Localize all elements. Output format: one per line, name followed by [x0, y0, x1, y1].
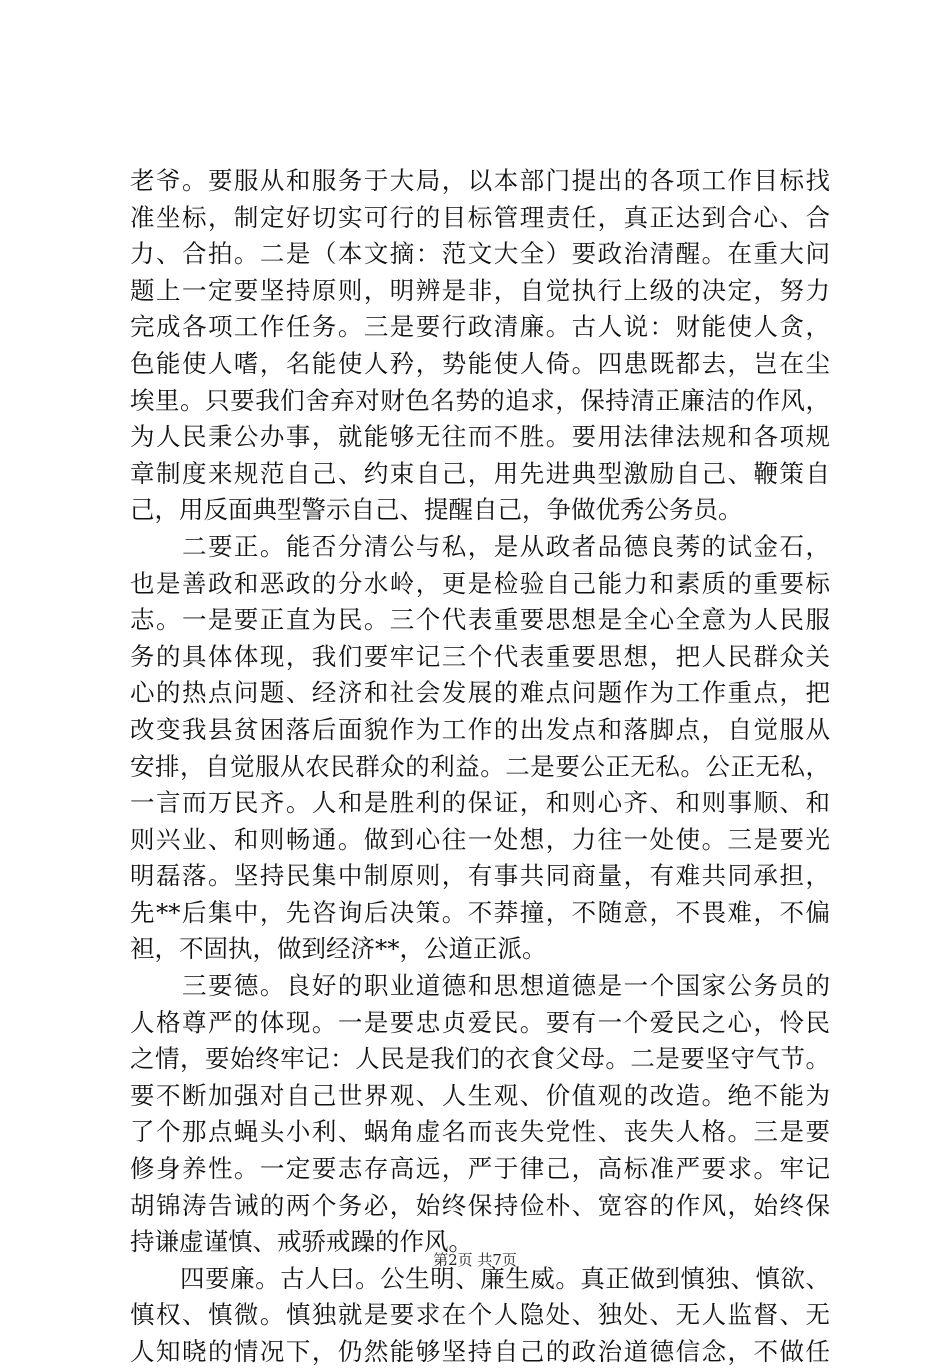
text-line: 修身养性。一定要志存高远，严于律己，高标准严要求。牢记: [130, 1154, 830, 1184]
text-line: 一言而万民齐。人和是胜利的保证，和则心齐、和则事顺、和: [130, 788, 830, 818]
text-line: 改变我县贫困落后面貌作为工作的出发点和落脚点，自觉服从: [130, 714, 830, 744]
text-line: 安排，自觉服从农民群众的利益。二是要公正无私。公正无私，: [130, 751, 830, 781]
text-line: 了个那点蝇头小利、蜗角虚名而丧失党性、丧失人格。三是要: [130, 1117, 830, 1147]
text-line: 胡锦涛告诫的两个务必，始终保持俭朴、宽容的作风，始终保: [130, 1190, 830, 1220]
text-line: 题上一定要坚持原则，明辨是非，自觉执行上级的决定，努力: [130, 275, 830, 305]
text-line: 要不断加强对自己世界观、人生观、价值观的改造。绝不能为: [130, 1080, 830, 1110]
text-line: 持谦虚谨慎、戒骄戒躁的作风。: [130, 1227, 473, 1257]
text-line: 三要德。良好的职业道德和思想道德是一个国家公务员的: [130, 971, 830, 1001]
text-line: 务的具体体现，我们要牢记三个代表重要思想，把人民群众关: [130, 641, 830, 671]
text-line: 章制度来规范自己、约束自己，用先进典型激励自己、鞭策自: [130, 458, 830, 488]
text-line: 人知晓的情况下，仍然能够坚持自己的政治道德信念，不做任: [130, 1337, 830, 1366]
text-line: 之情，要始终牢记：人民是我们的衣食父母。二是要坚守气节。: [130, 1044, 830, 1074]
text-line: 人格尊严的体现。一是要忠贞爱民。要有一个爱民之心，怜民: [130, 1007, 830, 1037]
text-line: 色能使人嗜，名能使人矜，势能使人倚。四患既都去，岂在尘: [130, 348, 830, 378]
text-line: 明磊落。坚持民集中制原则，有事共同商量，有难共同承担，: [130, 861, 830, 891]
text-line: 先**后集中，先咨询后决策。不莽撞，不随意，不畏难，不偏: [130, 897, 830, 927]
text-line: 志。一是要正直为民。三个代表重要思想是全心全意为人民服: [130, 605, 830, 635]
text-line: 为人民秉公办事，就能够无往而不胜。要用法律法规和各项规: [130, 422, 830, 452]
text-line: 慎权、慎微。慎独就是要求在个人隐处、独处、无人监督、无: [130, 1300, 830, 1330]
document-body: [130, 163, 830, 1371]
text-line: 准坐标，制定好切实可行的目标管理责任，真正达到合心、合: [130, 202, 830, 232]
page-footer: 第2页 共7页: [433, 1251, 517, 1269]
text-line: 二要正。能否分清公与私，是从政者品德良莠的试金石，: [130, 531, 830, 561]
text-line: 己，用反面典型警示自己、提醒自己，争做优秀公务员。: [130, 495, 743, 525]
text-line: 袒，不固执，做到经济**，公道正派。: [130, 934, 547, 964]
text-line: 老爷。要服从和服务于大局，以本部门提出的各项工作目标找: [130, 166, 830, 195]
text-line: 也是善政和恶政的分水岭，更是检验自己能力和素质的重要标: [130, 568, 830, 598]
text-line: 心的热点问题、经济和社会发展的难点问题作为工作重点，把: [130, 678, 830, 708]
text-line: 则兴业、和则畅通。做到心往一处想，力往一处使。三是要光: [130, 824, 830, 854]
text-line: 四要廉。古人曰。公生明、廉生威。真正做到慎独、慎欲、: [130, 1263, 830, 1293]
text-line: 完成各项工作任务。三是要行政清廉。古人说：财能使人贪，: [130, 312, 830, 342]
text-line: 埃里。只要我们舍弃对财色名势的追求，保持清正廉洁的作风，: [130, 385, 830, 415]
text-line: 力、合拍。二是（本文摘：范文大全）要政治清醒。在重大问: [130, 239, 830, 269]
